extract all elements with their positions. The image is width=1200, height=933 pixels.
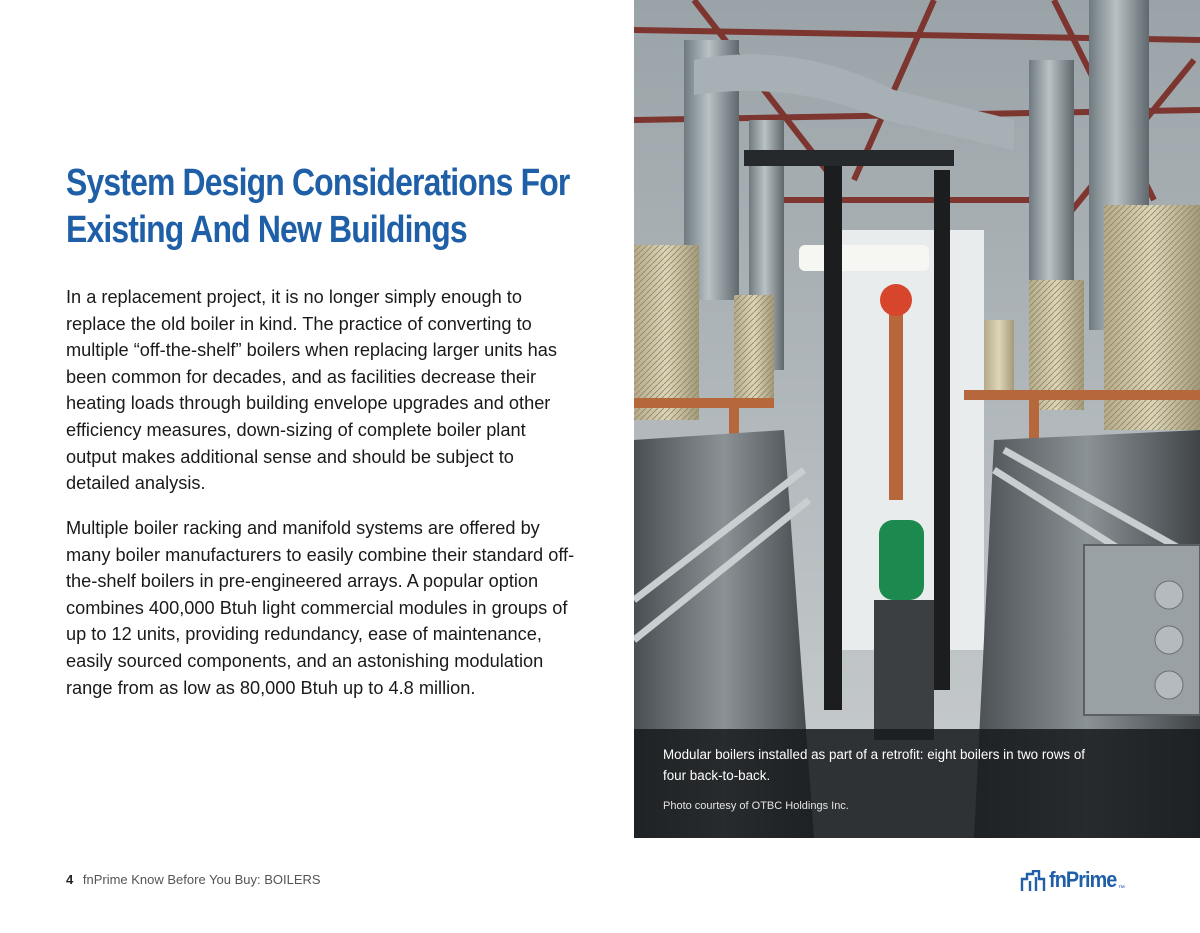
logo-trademark: ™ <box>1117 885 1125 892</box>
boiler-room-photo <box>634 0 1200 838</box>
photo-caption: Modular boilers installed as part of a retrofit: eight boilers in two rows of four back-to-back. <box>663 747 1086 783</box>
page-title <box>66 160 570 254</box>
body-paragraph-1: In a replacement project, it is no longer simply enough to replace the old boiler in kind. The practice of converting to multiple “off-the-shelf” boilers when replacing larger units has been common for decades, and as facilities decrease their heating loads through building envelope upgrades and other efficiency measures, down-sizing of complete boiler plant output makes additional sense and should be subject to detailed analysis. <box>66 287 557 494</box>
photo-credit: Photo courtesy of OTBC Holdings Inc. <box>663 800 849 812</box>
title-line-1: System Design Considerations For <box>66 162 570 204</box>
title-line-2: Existing And New Buildings <box>66 209 467 251</box>
boiler-room-illustration <box>634 0 1200 838</box>
page-footer <box>66 872 321 887</box>
fnprime-logo <box>1020 864 1125 892</box>
publication-title: fnPrime Know Before You Buy: BOILERS <box>82 872 321 887</box>
building-logo-icon <box>1020 870 1046 892</box>
logo-wordmark: fnPrime <box>1049 867 1117 892</box>
photo-caption-box <box>634 729 1200 838</box>
body-paragraph-2: Multiple boiler racking and manifold systems are offered by many boiler manufacturers to easily combine their standard off-the-shelf boilers in pre-engineered arrays. A popular option combines 400,000 Btuh light commercial modules in groups of up to 12 units, providing redundancy, ease of maintenance, easily sourced components, and an astonishing modulation range from as low as 80,000 Btuh up to 4.8 million. <box>66 518 575 698</box>
page-number: 4 <box>66 872 74 887</box>
